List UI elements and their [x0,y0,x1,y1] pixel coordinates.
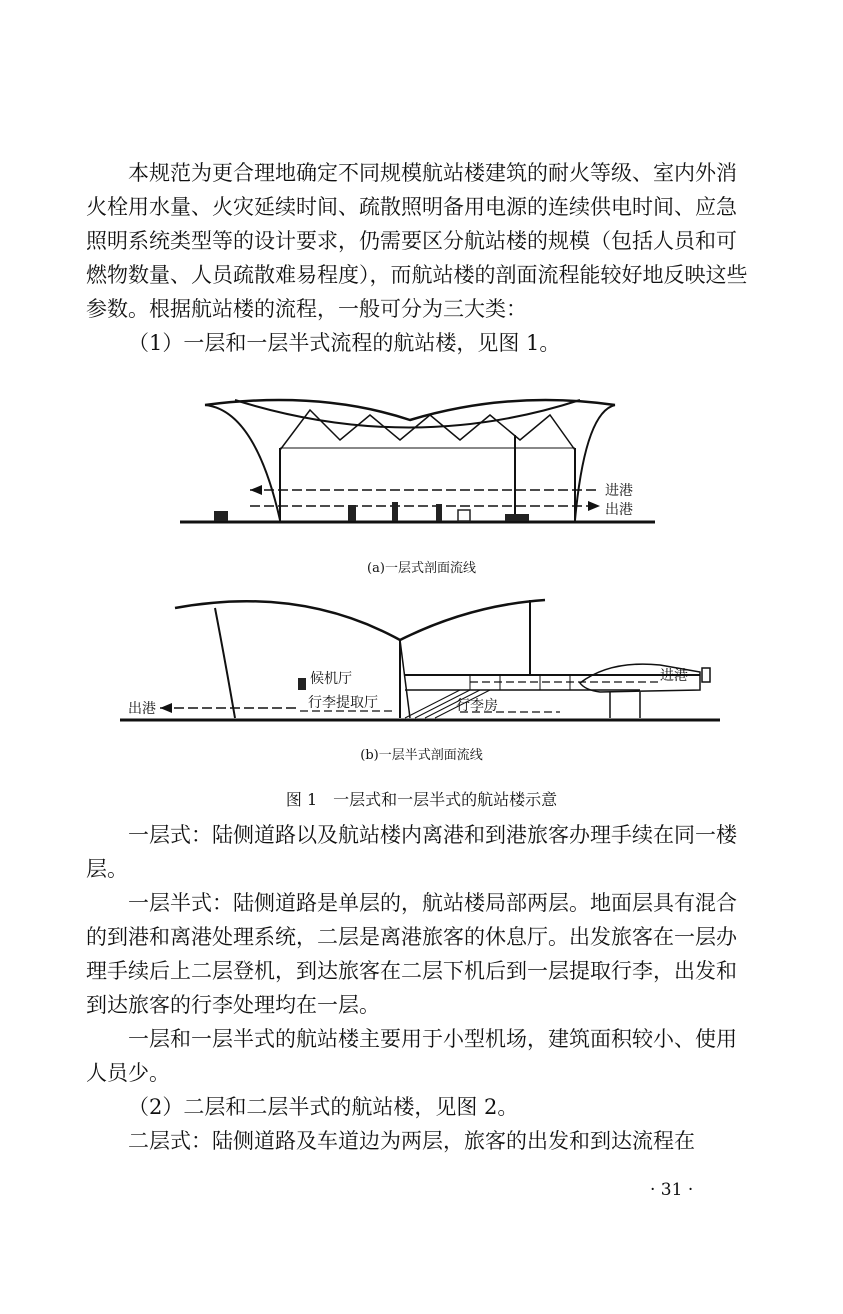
paragraph-type-2-heading: （2）二层和二层半式的航站楼，见图 2。 [128,1095,519,1119]
figure-b-baggage-claim-label: 行李提取厅 [308,695,378,711]
paragraph-type-1-heading: （1）一层和一层半式流程的航站楼，见图 1。 [128,331,561,355]
paragraph-two-level: 二层式：陆侧道路及车道边为两层，旅客的出发和到达流程在 [128,1129,695,1153]
figure-b-departure-label: 出港 [128,701,156,717]
paragraph-intro: 本规范为更合理地确定不同规模航站楼建筑的耐火等级、室内外消火栓用水量、火灾延续时间、疏散照明备用电源的连续供电时间、应急照明系统类型等的设计要求，仍需要区分航站楼的规模（包括人员和可燃物数量、人员疏散难易程度），而航站楼的剖面流程能较好地反映这些参数。根据航站楼的流程，一般可分为三大类： [86,161,748,321]
figure-b-baggage-room-label: 行李房 [456,698,498,714]
figure-1-caption: 图 1 一层式和一层半式的航站楼示意 [285,790,558,809]
figure-a-caption: (a)一层式剖面流线 [367,561,476,576]
paragraph-single-level: 一层式：陆侧道路以及航站楼内离港和到港旅客办理手续在同一楼层。 [86,823,737,881]
figure-a-arrival-label: 进港 [605,483,633,499]
figure-b-arrival-label: 进港 [660,668,688,684]
figure-a-departure-label: 出港 [605,502,633,518]
paragraph-small-airports: 一层和一层半式的航站楼主要用于小型机场，建筑面积较小、使用人员少。 [86,1027,737,1085]
figure-b-waiting-hall-label: 候机厅 [310,671,352,687]
figure-b-caption: (b)一层半式剖面流线 [360,748,483,763]
page-number: · 31 · [650,1180,694,1200]
paragraph-one-and-half-level: 一层半式：陆侧道路是单层的，航站楼局部两层。地面层具有混合的到港和离港处理系统，二层是离港旅客的休息厅。出发旅客在一层办理手续后上二层登机，到达旅客在二层下机后到一层提取行李，出发和到达旅客的行李处理均在一层。 [86,891,737,1017]
